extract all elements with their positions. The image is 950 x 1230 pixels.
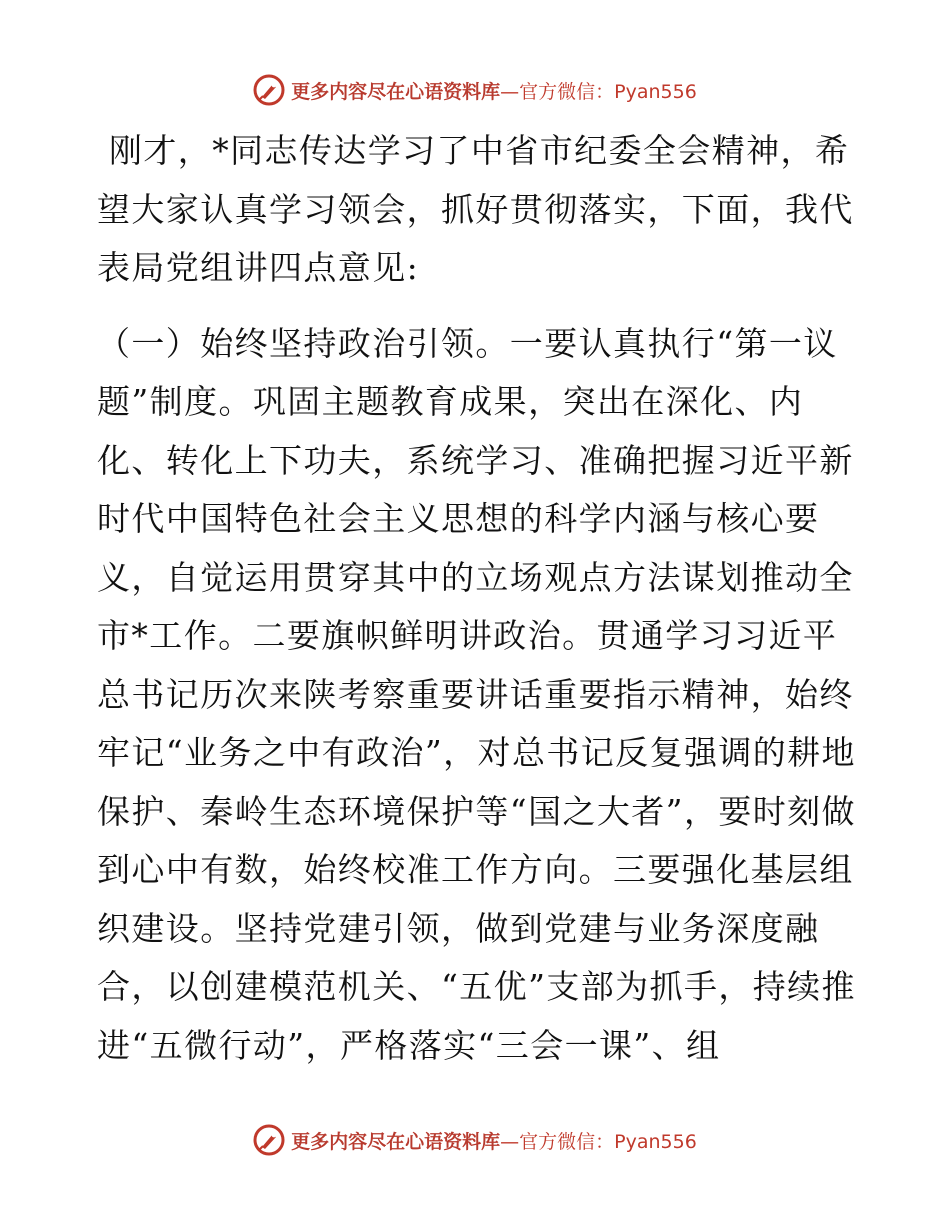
footer-banner-lead: 更多内容尽在心语资料库 xyxy=(291,1130,501,1153)
pen-nib-logo-icon xyxy=(253,1124,285,1156)
header-banner-text xyxy=(291,77,697,104)
document-body xyxy=(97,122,857,1075)
footer-banner xyxy=(0,1120,950,1160)
header-banner xyxy=(0,70,950,110)
footer-banner-text xyxy=(291,1127,697,1154)
paragraph-section-1: （一）始终坚持政治引领。一要认真执行“第一议题”制度。巩固主题教育成果，突出在深化、内化、转化上下功夫，系统学习、准确把握习近平新时代中国特色社会主义思想的科学内涵与核心要义，自觉运用贯穿其中的立场观点方法谋划推动全市*工作。二要旗帜鲜明讲政治。贯通学习习近平总书记历次来陕考察重要讲话重要指示精神，始终牢记“业务之中有政治”，对总书记反复强调的耕地保护、秦岭生态环境保护等“国之大者”，要时刻做到心中有数，始终校准工作方向。三要强化基层组织建设。坚持党建引领，做到党建与业务深度融合，以创建模范机关、“五优”支部为抓手，持续推进“五微行动”，严格落实“三会一课”、组 xyxy=(97,323,856,1065)
header-banner-tail: 官方微信：Pyan556 xyxy=(519,80,697,103)
paragraph-intro: 刚才，*同志传达学习了中省市纪委全会精神，希望大家认真学习领会，抓好贯彻落实，下面，我代表局党组讲四点意见: xyxy=(97,131,854,287)
footer-banner-separator: — xyxy=(500,1130,520,1153)
footer-banner-tail: 官方微信：Pyan556 xyxy=(519,1130,697,1153)
pen-nib-logo-icon xyxy=(253,74,285,106)
header-banner-lead: 更多内容尽在心语资料库 xyxy=(291,80,501,103)
header-banner-separator: — xyxy=(500,80,520,103)
